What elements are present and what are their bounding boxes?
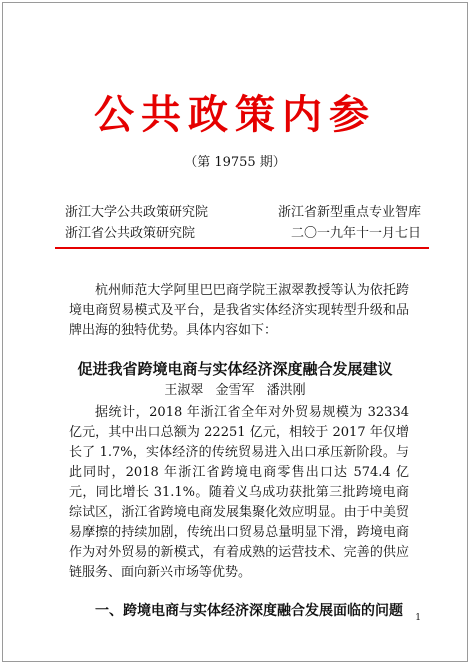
org-right-1: 浙江省新型重点专业智库 (277, 205, 421, 220)
article-title: 促进我省跨境电商与实体经济深度融合发展建议 (77, 360, 393, 378)
header-divider (55, 247, 429, 249)
header-meta-row-1 (65, 204, 421, 222)
issue-number: （第 19755 期） (184, 155, 286, 170)
publish-date: 二〇一九年十一月七日 (290, 226, 421, 241)
header-meta-row-2 (65, 225, 421, 243)
intro-paragraph: 杭州师范大学阿里巴巴商学院王淑翠教授等认为依托跨境电商贸易模式及平台，是我省实体经济实现转型升级和品牌出海的独特优势。具体内容如下： (69, 283, 409, 338)
org-left-1: 浙江大学公共政策研究院 (65, 205, 209, 220)
document-page (2, 2, 468, 662)
org-left-2: 浙江省公共政策研究院 (65, 226, 196, 241)
masthead-title: 公共政策内参 (94, 91, 376, 138)
section-heading: 一、跨境电商与实体经济深度融合发展面临的问题 (95, 603, 403, 619)
body-paragraph: 据统计，2018 年浙江省全年对外贸易规模为 32334 亿元，其中出口总额为 22251 亿元，相较于 2017 年仅增长了 1.7%，实体经济的传统贸易进入出口承压新阶段。与此同时，2018 年浙江省跨境电商零售出口达 574.4 亿元，同比增长 31.1%。随着义乌成功获批第三批跨境电商综试区，浙江省跨境电商发展集聚化效应明显。由于中美贸易摩擦的持续加剧，传统出口贸易总量明显下滑，跨境电商作为对外贸易的新模式，有着成熟的运营技术、完善的供应链服务、面向新兴市场等优势。 (69, 405, 409, 580)
article-authors: 王淑翠 金雪军 潘洪刚 (164, 383, 306, 398)
page-number: 1 (415, 613, 421, 623)
